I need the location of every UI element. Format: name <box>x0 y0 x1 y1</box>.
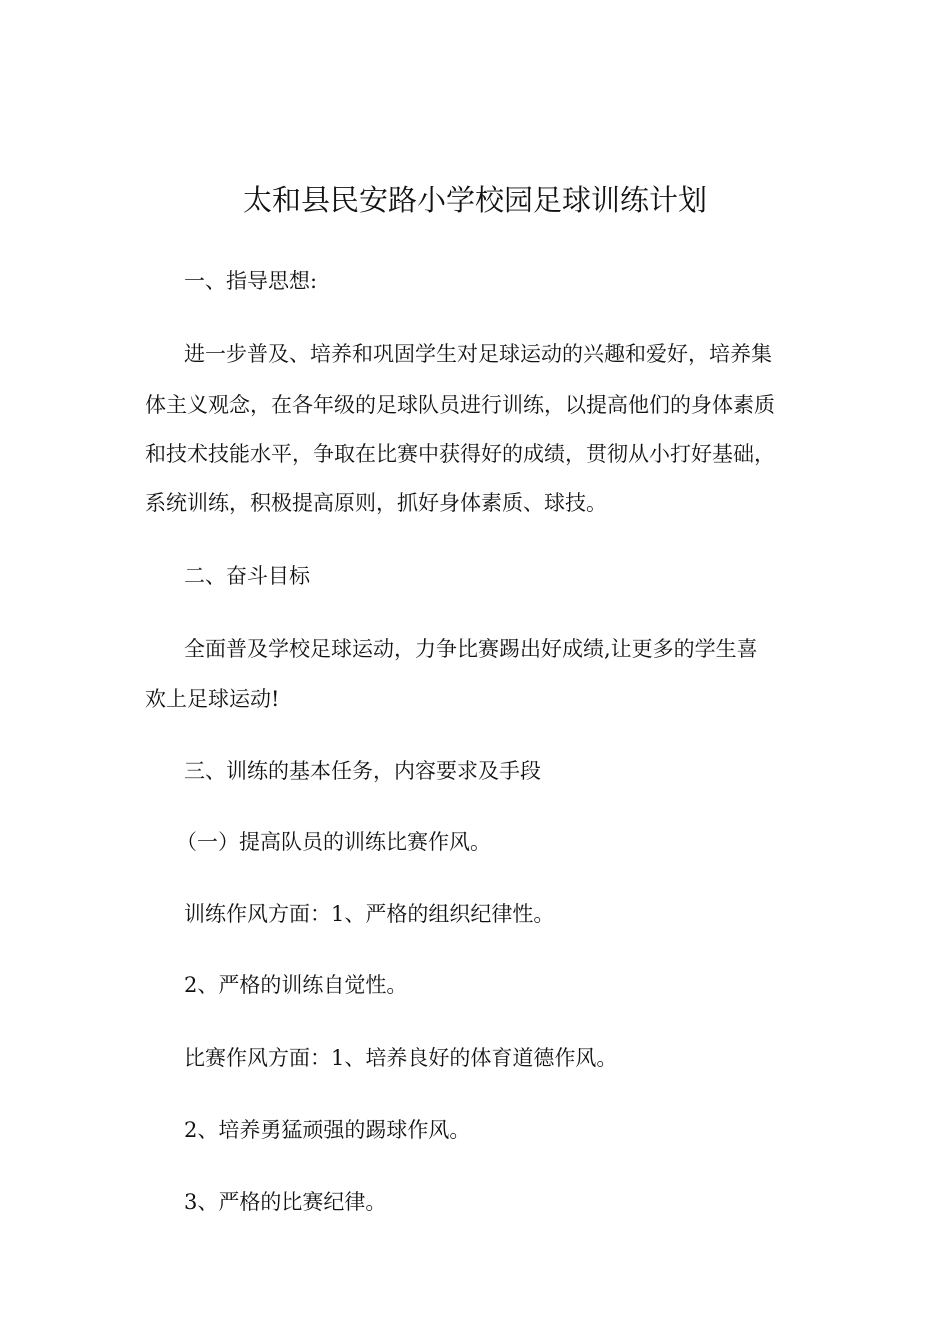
section-heading-guiding-ideology: 一、指导思想: <box>184 269 318 293</box>
list-item: 3、严格的比赛纪律。 <box>184 1190 387 1214</box>
list-item: 比赛作风方面：1、培养良好的体育道德作风。 <box>184 1046 618 1070</box>
paragraph-line: 体主义观念，在各年级的足球队员进行训练，以提高他们的身体素质 <box>145 393 775 417</box>
section-heading-training-tasks: 三、训练的基本任务，内容要求及手段 <box>184 759 541 783</box>
list-item: 训练作风方面：1、严格的组织纪律性。 <box>184 902 555 926</box>
document-title: 太和县民安路小学校园足球训练计划 <box>242 183 707 217</box>
paragraph-line: 欢上足球运动! <box>145 687 280 711</box>
list-item: 2、培养勇猛顽强的踢球作风。 <box>184 1118 471 1142</box>
paragraph-line: 进一步普及、培养和巩固学生对足球运动的兴趣和爱好，培养集 <box>184 342 772 366</box>
subsection-heading: （一）提高队员的训练比赛作风。 <box>176 830 491 854</box>
paragraph-line: 和技术技能水平，争取在比赛中获得好的成绩，贯彻从小打好基础， <box>145 442 775 466</box>
paragraph-line: 系统训练，积极提高原则，抓好身体素质、球技。 <box>145 491 607 515</box>
paragraph-line: 全面普及学校足球运动，力争比赛踢出好成绩,让更多的学生喜 <box>184 637 758 661</box>
section-heading-goals: 二、奋斗目标 <box>184 564 310 588</box>
list-item: 2、严格的训练自觉性。 <box>184 973 408 997</box>
